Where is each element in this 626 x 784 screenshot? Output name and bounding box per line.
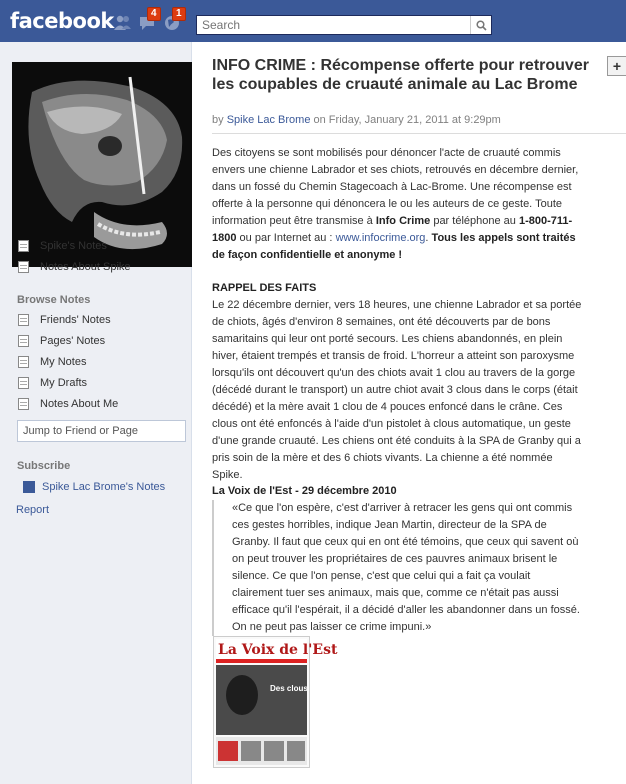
messages-jewel[interactable] — [138, 8, 158, 32]
jump-to-friend-input[interactable]: Jump to Friend or Page — [17, 420, 186, 442]
note-title: INFO CRIME : Récompense offerte pour retrouver les coupables de cruauté animale au Lac Brome — [212, 57, 589, 93]
nav-item-notes-about-spike[interactable] — [12, 256, 187, 277]
browse-notes-heading: Browse Notes — [17, 294, 91, 306]
newspaper-clipping-image[interactable] — [213, 636, 355, 768]
rss-icon — [23, 481, 35, 493]
report-link[interactable]: Report — [16, 504, 50, 516]
confidential-notice: Tous les appels sont traités de façon confidentielle et anonyme ! — [212, 232, 576, 261]
facebook-logo[interactable]: facebook — [10, 9, 114, 33]
friends-icon — [113, 14, 133, 32]
intro-text: ou par Internet au : — [236, 232, 336, 244]
nav-item-notes-about-me[interactable] — [12, 393, 187, 414]
infocrime-link[interactable]: www.infocrime.org — [335, 232, 426, 244]
phone-number: 1-800-711-1800 — [212, 215, 573, 244]
nav-item-label: Friends' Notes — [40, 313, 111, 326]
subscribe-link-label: Spike Lac Brome's Notes — [42, 481, 166, 493]
note-icon — [18, 335, 29, 347]
friend-requests-jewel[interactable] — [113, 14, 133, 32]
subscribe-link[interactable] — [23, 481, 165, 493]
newspaper-headline: Des clous dans la tête — [270, 684, 355, 693]
note-icon — [18, 261, 29, 273]
search-input[interactable] — [197, 16, 472, 34]
rappel-heading: RAPPEL DES FAITS — [212, 282, 317, 294]
voix-heading: La Voix de l'Est - 29 décembre 2010 — [212, 485, 397, 497]
author-link[interactable]: Spike Lac Brome — [226, 114, 311, 126]
note-icon — [18, 398, 29, 410]
top-navigation-bar — [0, 0, 626, 42]
news-quote: «Ce que l'on espère, c'est d'arriver à retracer les gens qui ont commis ces gestes horribles, indique Jean Martin, directeur de la SPA de Granby. Il faut que ceux qui en ont été témoins, que ceux qui savent où on peut trouver les propriétaires de ces pauvres animaux brisent le silence. Ce que l'on pense, c'est que celui qui a fait ça voulait clairement tuer ses animaux, mais que, comme ce n'était pas aussi efficace qu'il l'espérait, il a décidé d'aller les abandonner dans un fossé. On ne peut pas laisser ce crime impuni.» — [212, 500, 582, 636]
add-button[interactable]: + — [607, 56, 626, 76]
facts-paragraph: Le 22 décembre dernier, vers 18 heures, une chienne Labrador et sa portée de chiots, âgés d'environ 8 semaines, ont été découverts par de bons samaritains qui leur ont porté secours. Les chiens abandonnés, en plein hiver, étaient trempés et transis de froid. L'horreur a atteint son paroxysme lorsqu'ils ont découvert qu'un des chiots avait 1 clou au travers de la gorge (décédé durant le transport) un autre chiot avait 3 clous dans le corps (était décédé) et la mère avait 1 clou de 4 pouces enfoncé dans le crâne. Ces clous ont été enfoncés à l'aide d'un pistolet à clous automatique, un geste d'une grande cruauté. Les chiens ont été conduits à la SPA de Granby qui a pris soin de la mère et des 6 chiots vivants. La chienne a été nommée Spike. — [212, 299, 582, 481]
intro-text: Des citoyens se sont mobilisés pour dénoncer l'acte de cruauté commis envers une chienne Labrador et ses chiots, retrouvés en décembre dernier, dans un fossé du Chemin Stagecoach à Lac-Brome. Une récompense est offerte à la personne qui dénoncera le ou les auteurs de ce geste. Toute information peut être transmise à — [212, 147, 579, 227]
note-icon — [18, 314, 29, 326]
search-button[interactable] — [470, 16, 491, 34]
nav-item-label: Pages' Notes — [40, 334, 106, 347]
nav-item-label: Notes About Spike — [40, 260, 131, 273]
intro-text: par téléphone au — [430, 215, 519, 227]
note-icon — [18, 356, 29, 368]
subscribe-heading: Subscribe — [17, 460, 71, 472]
messages-count-badge: 4 — [147, 7, 161, 21]
note-icon — [18, 240, 29, 252]
nav-item-label: Spike's Notes — [40, 239, 107, 252]
left-sidebar — [0, 42, 192, 784]
profile-notes-list — [12, 235, 187, 277]
title-divider — [212, 133, 626, 134]
nav-item-spikes-notes[interactable] — [12, 235, 187, 256]
search-icon — [476, 20, 487, 31]
newspaper-masthead: La Voix de l'Est — [218, 642, 338, 658]
nav-item-pages-notes[interactable] — [12, 330, 187, 351]
note-byline — [212, 114, 501, 126]
notifications-count-badge: 1 — [172, 7, 186, 21]
nav-item-label: My Notes — [40, 355, 87, 368]
nav-item-label: Notes About Me — [40, 397, 119, 410]
search-box — [196, 15, 492, 35]
newspaper-front-page — [214, 637, 355, 767]
nav-item-my-drafts[interactable] — [12, 372, 187, 393]
intro-text: . — [425, 232, 432, 244]
intro-paragraph — [212, 145, 582, 264]
notifications-jewel[interactable] — [163, 8, 183, 32]
browse-notes-list — [12, 309, 187, 414]
nav-item-friends-notes[interactable] — [12, 309, 187, 330]
note-date: on Friday, January 21, 2011 at 9:29pm — [313, 114, 501, 126]
nav-item-my-notes[interactable] — [12, 351, 187, 372]
info-crime-bold: Info Crime — [375, 215, 431, 227]
note-icon — [18, 377, 29, 389]
byline-by: by — [212, 114, 224, 126]
nav-item-label: My Drafts — [40, 376, 88, 389]
